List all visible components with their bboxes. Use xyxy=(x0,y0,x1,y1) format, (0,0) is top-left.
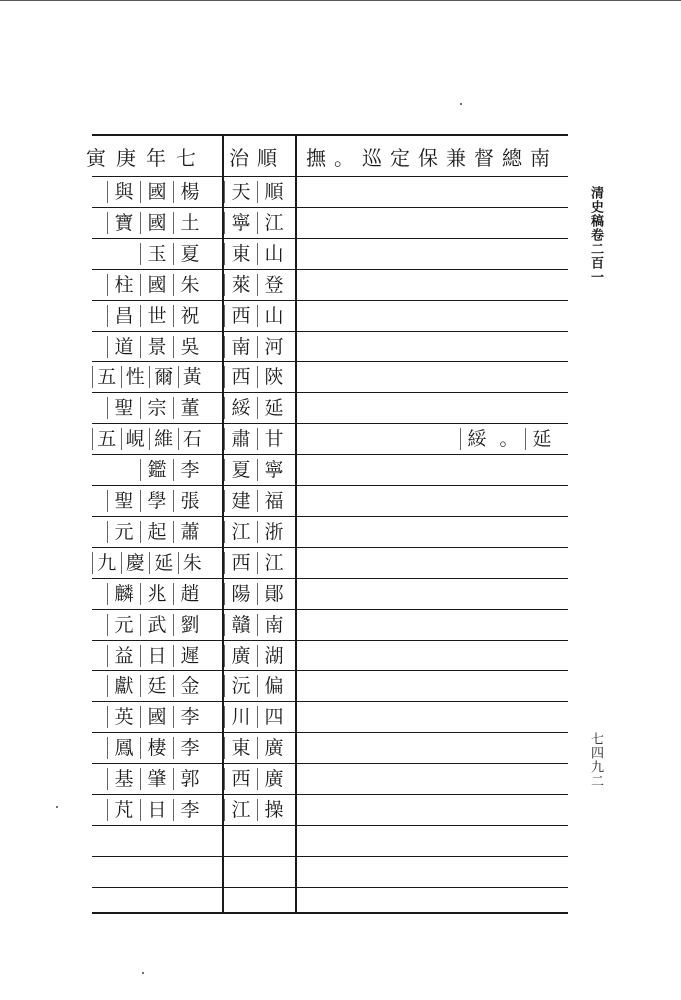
table-row xyxy=(92,579,568,609)
header-office: 撫。巡定保兼督總南 xyxy=(306,145,558,170)
office-note xyxy=(300,177,568,207)
province-name: 沅 偏 xyxy=(224,671,290,701)
scan-speck xyxy=(142,972,144,974)
table-row xyxy=(92,455,568,485)
official-name: 鑑 李 xyxy=(92,455,214,485)
office-note xyxy=(300,362,568,392)
office-note xyxy=(300,486,568,516)
official-name: 聖 宗 董 xyxy=(92,393,214,423)
office-note xyxy=(300,270,568,300)
office-note xyxy=(300,548,568,578)
official-name: 寶 國 土 xyxy=(92,208,214,238)
scan-border xyxy=(0,0,681,1)
province-name: 寧 江 xyxy=(224,208,290,238)
official-name: 麟 兆 趙 xyxy=(92,579,214,609)
province-name: 廣 湖 xyxy=(224,641,290,671)
scan-speck xyxy=(460,103,462,105)
official-name: 基 肇 郭 xyxy=(92,764,214,794)
office-note: 綏 。 延 xyxy=(300,424,568,454)
office-note xyxy=(300,764,568,794)
official-name: 昌 世 祝 xyxy=(92,301,214,331)
table-row xyxy=(92,301,568,331)
official-name: 元 起 蕭 xyxy=(92,517,214,547)
table-row xyxy=(92,764,568,794)
province-name xyxy=(224,857,290,887)
office-note xyxy=(300,610,568,640)
office-note xyxy=(300,332,568,362)
official-name: 獻 廷 金 xyxy=(92,671,214,701)
table-row xyxy=(92,548,568,578)
running-title: 清史稿卷二百一 xyxy=(588,186,603,284)
official-name: 芃 日 李 xyxy=(92,795,214,825)
office-note xyxy=(300,455,568,485)
official-name: 九 慶 延 朱 xyxy=(92,548,214,578)
office-note xyxy=(300,888,568,918)
province-name: 東 廣 xyxy=(224,733,290,763)
office-note xyxy=(300,702,568,732)
office-note xyxy=(300,517,568,547)
official-name xyxy=(92,888,214,918)
table-row xyxy=(92,177,568,207)
table-row xyxy=(92,393,568,423)
province-name: 西 山 xyxy=(224,301,290,331)
table-row xyxy=(92,424,568,454)
official-name: 英 國 李 xyxy=(92,702,214,732)
official-name: 玉 夏 xyxy=(92,239,214,269)
scan-speck xyxy=(56,806,58,808)
official-name: 元 武 劉 xyxy=(92,610,214,640)
table-header xyxy=(86,136,568,176)
table-row xyxy=(92,795,568,825)
province-name: 夏 寧 xyxy=(224,455,290,485)
office-note xyxy=(300,826,568,856)
office-note xyxy=(300,579,568,609)
province-name xyxy=(224,826,290,856)
official-name: 聖 學 張 xyxy=(92,486,214,516)
province-name: 江 浙 xyxy=(224,517,290,547)
office-note xyxy=(300,641,568,671)
official-name xyxy=(92,857,214,887)
table-row xyxy=(92,888,568,918)
office-note xyxy=(300,671,568,701)
official-name: 五 性 爾 黃 xyxy=(92,362,214,392)
table-row xyxy=(92,270,568,300)
province-name: 江 操 xyxy=(224,795,290,825)
official-name: 與 國 楊 xyxy=(92,177,214,207)
province-name: 天 順 xyxy=(224,177,290,207)
province-name: 西 廣 xyxy=(224,764,290,794)
table-row xyxy=(92,641,568,671)
province-name: 東 山 xyxy=(224,239,290,269)
official-name: 道 景 吳 xyxy=(92,332,214,362)
office-note xyxy=(300,208,568,238)
office-note xyxy=(300,393,568,423)
province-name: 萊 登 xyxy=(224,270,290,300)
official-name: 鳳 棲 李 xyxy=(92,733,214,763)
official-name xyxy=(92,826,214,856)
table-row xyxy=(92,857,568,887)
office-note xyxy=(300,301,568,331)
table-row xyxy=(92,239,568,269)
official-name: 益 日 遲 xyxy=(92,641,214,671)
table-row xyxy=(92,702,568,732)
province-name: 南 河 xyxy=(224,332,290,362)
office-note xyxy=(300,239,568,269)
province-name xyxy=(224,888,290,918)
office-note xyxy=(300,795,568,825)
province-name: 建 福 xyxy=(224,486,290,516)
header-era: 治順 xyxy=(229,145,285,170)
table-row xyxy=(92,826,568,856)
province-name: 西 江 xyxy=(224,548,290,578)
province-name: 肅 甘 xyxy=(224,424,290,454)
table-row xyxy=(92,517,568,547)
page-number: 七四九二 xyxy=(588,732,603,788)
table-row xyxy=(92,332,568,362)
province-name: 綏 延 xyxy=(224,393,290,423)
table-row xyxy=(92,671,568,701)
province-name: 西 陝 xyxy=(224,362,290,392)
table-row xyxy=(92,733,568,763)
table-row xyxy=(92,610,568,640)
official-name: 柱 國 朱 xyxy=(92,270,214,300)
province-name: 陽 鄖 xyxy=(224,579,290,609)
header-year: 寅庚年七 xyxy=(86,145,206,170)
table-row xyxy=(92,486,568,516)
official-name: 五 峴 維 石 xyxy=(92,424,214,454)
table-row xyxy=(92,362,568,392)
province-name: 川 四 xyxy=(224,702,290,732)
office-note xyxy=(300,857,568,887)
province-name: 贛 南 xyxy=(224,610,290,640)
table-row xyxy=(92,208,568,238)
office-note xyxy=(300,733,568,763)
